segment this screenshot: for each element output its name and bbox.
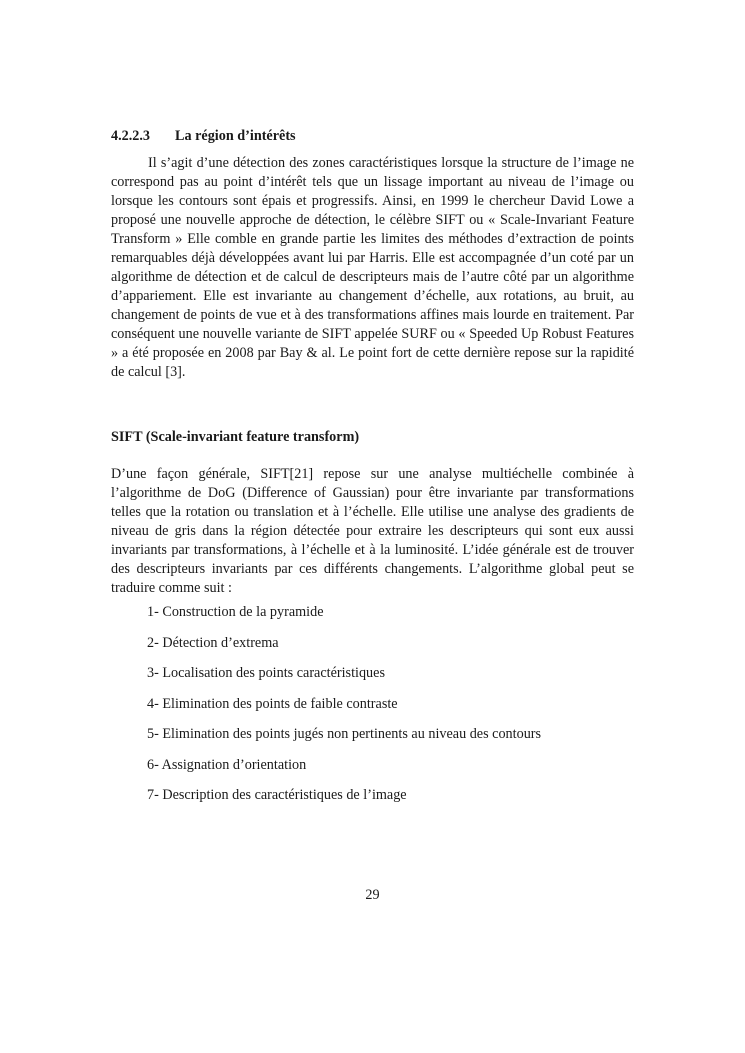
- sift-heading: SIFT (Scale-invariant feature transform): [111, 429, 360, 445]
- section-title: La région d’intérêts: [175, 128, 296, 144]
- list-item: 5- Elimination des points jugés non pertinents au niveau des contours: [147, 726, 542, 742]
- list-item: 1- Construction de la pyramide: [147, 604, 324, 620]
- page-number: 29: [365, 887, 380, 903]
- sift-paragraph: D’une façon générale, SIFT[21] repose sur une analyse multiéchelle combinée à l’algorithme de DoG (Difference of Gaussian) pour être invariante par transformations telles que la rotation ou translation et à l’échelle. Elle utilise une analyse des gradients de niveau de gris dans la région détectée pour extraire les descripteurs qui sont eux aussi invariants par transformations, à l’échelle et à la luminosité. L’idée générale est de trouver des descripteurs invariants par ces différents changements. L’algorithme global peut se traduire comme suit :: [111, 466, 634, 596]
- list-item: 3- Localisation des points caractéristiques: [147, 665, 385, 681]
- list-item: 6- Assignation d’orientation: [147, 756, 307, 773]
- list-item: 4- Elimination des points de faible contraste: [147, 695, 398, 712]
- list-item: 7- Description des caractéristiques de l’image: [147, 787, 407, 803]
- section-paragraph: Il s’agit d’une détection des zones caractéristiques lorsque la structure de l’image ne correspond pas au point d’intérêt tels que un lissage important au niveau de l’image ou lorsque les contours sont épais et progressifs. Ainsi, en 1999 le chercheur David Lowe a proposé une nouvelle approche de détection, le célèbre SIFT ou « Scale-Invariant Feature Transform » Elle comble en grande partie les limites des méthodes d’extraction de points remarquables déjà développées avant lui par Harris. Elle est accompagnée d’un coté par un algorithme de détection et de calcul de descripteurs mais de l’autre côté par un algorithme d’appariement. Elle est invariante au changement d’échelle, aux rotations, au bruit, au changement de points de vue et à des transformations affines mais lourde en traitement. Par conséquent une nouvelle variante de SIFT appelée SURF ou « Speeded Up Robust Features » a été proposée en 2008 par Bay & al. Le point fort de cette dernière repose sur la rapidité de calcul [3].: [111, 155, 634, 380]
- section-number: 4.2.2.3: [111, 128, 151, 144]
- list-item: 2- Détection d’extrema: [147, 634, 279, 651]
- algorithm-steps-list: [147, 603, 541, 817]
- section-heading: [111, 127, 634, 146]
